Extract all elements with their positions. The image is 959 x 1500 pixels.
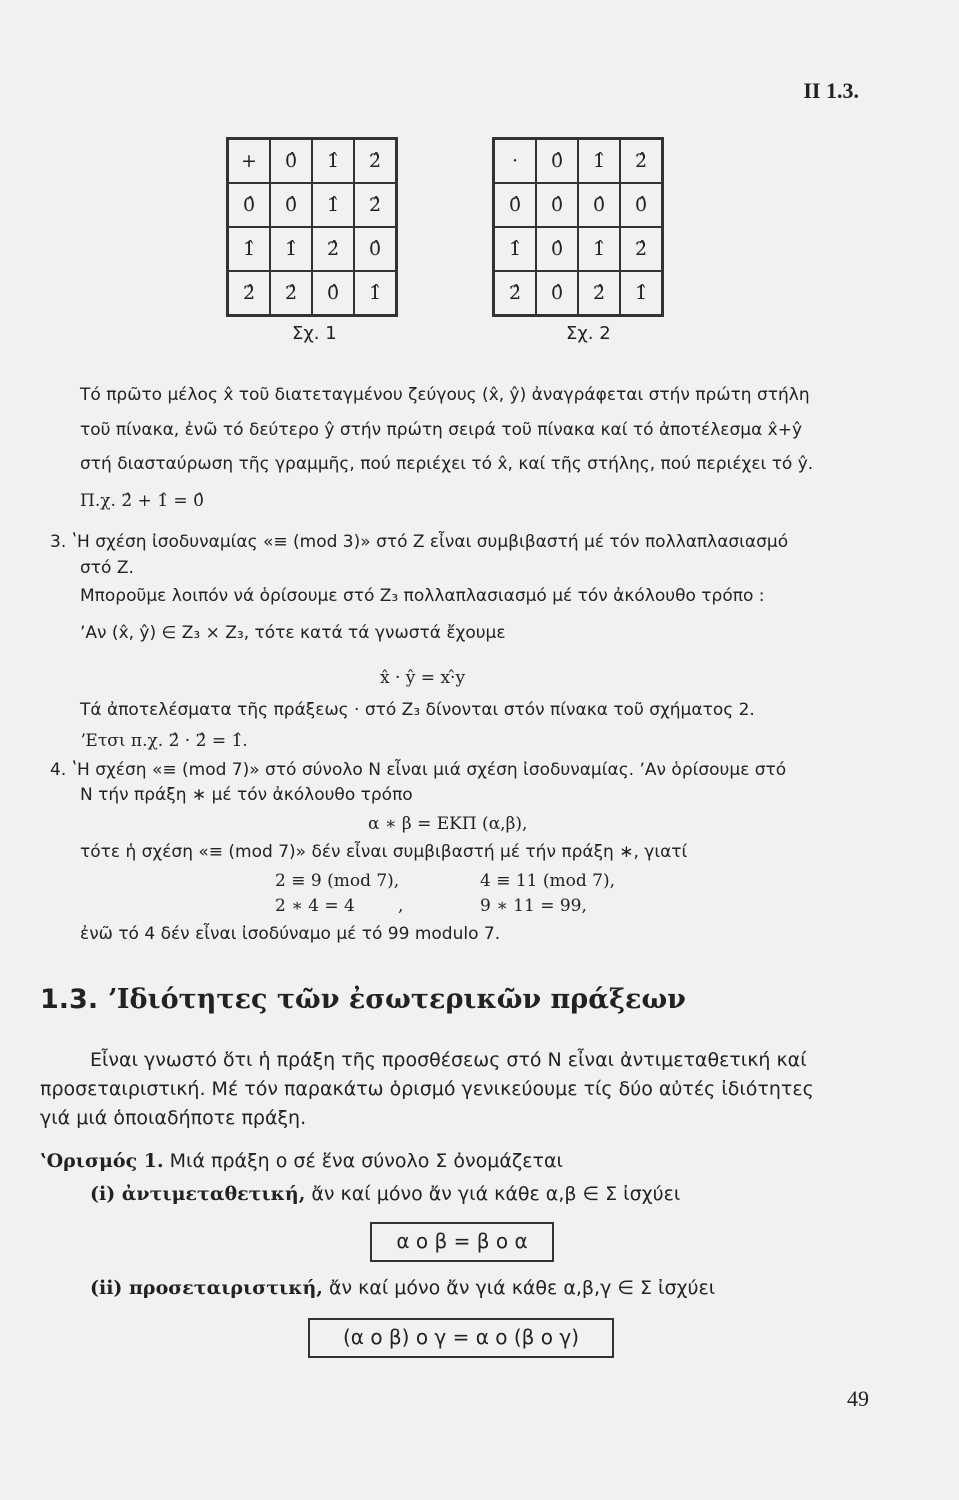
- table-cell: ·: [494, 139, 537, 184]
- example-line: Π.χ. 2̂ + 1̂ = 0̂: [80, 491, 204, 511]
- item-3-line: 3. ʽΗ σχέση ἰσοδυναμίας «≡ (mod 3)» στό Z εἶναι συμβιβαστή μέ τόν πολλαπλασιασμό: [50, 532, 789, 552]
- multiplication-table: [492, 137, 664, 317]
- table-cell: 1̂: [494, 227, 537, 271]
- intro-line: γιά μιά ὁποιαδήποτε πράξη.: [40, 1107, 307, 1129]
- item-3-line: Μποροῦμε λοιπόν νά ὁρίσουμε στό Z₃ πολλαπλασιασμό μέ τόν ἀκόλουθο τρόπο :: [80, 586, 765, 606]
- figure-caption-2: Σχ. 2: [566, 323, 611, 344]
- table-cell: 2̂: [494, 271, 537, 316]
- item-3-line: Τά ἀποτελέσματα τῆς πράξεως · στό Z₃ δίνονται στόν πίνακα τοῦ σχήματος 2.: [80, 700, 755, 720]
- definition-item-i: [90, 1182, 680, 1206]
- definition-item-text: ἄν καί μόνο ἄν γιά κάθε α,β ∈ Σ ἰσχύει: [311, 1183, 681, 1205]
- definition-item-label: (i) ἀντιμεταθετική,: [90, 1183, 306, 1205]
- table-cell: 1̂: [312, 139, 354, 184]
- table-cell: 0̂: [312, 271, 354, 316]
- table-cell: 0̂: [620, 183, 663, 227]
- congruence: 2 ≡ 9 (mod 7),: [275, 871, 400, 891]
- definition-item-label: (ii) προσεταιριστική,: [90, 1277, 323, 1299]
- separator: ,: [398, 896, 404, 916]
- table-cell: 0̂: [228, 183, 271, 227]
- table-cell: 1̂: [578, 139, 620, 184]
- item-3-line: στό Z.: [80, 558, 134, 578]
- definition-text: Μιά πράξη ο σέ ἕνα σύνολο Σ ὀνομάζεται: [169, 1150, 563, 1172]
- page-number: 49: [847, 1386, 869, 1411]
- example-line: ʼΕτσι π.χ. 2̂ · 2̂ = 1̂.: [80, 731, 248, 751]
- table-cell: 0̂: [536, 139, 578, 184]
- body-line: στή διασταύρωση τῆς γραμμῆς, πού περιέχει τό x̂, καί τῆς στήλης, πού περιέχει τό ŷ.: [80, 454, 814, 474]
- table-cell: 0̂: [578, 183, 620, 227]
- item-4-line: N τήν πράξη ∗ μέ τόν ἀκόλουθο τρόπο: [80, 785, 413, 805]
- item-4-line: ἐνῶ τό 4 δέν εἶναι ἰσοδύναμο μέ τό 99 modulo 7.: [80, 924, 501, 944]
- table-cell: 2̂: [270, 271, 312, 316]
- commutative-formula: α ο β = β ο α: [370, 1222, 554, 1262]
- body-line: Τό πρῶτο μέλος x̂ τοῦ διατεταγμένου ζεύγους (x̂, ŷ) ἀναγράφεται στήν πρώτη στήλη: [80, 385, 810, 405]
- table-cell: 0̂: [354, 227, 397, 271]
- lcm-operation: α ∗ β = ΕΚΠ (α,β),: [368, 814, 528, 834]
- table-cell: 1̂: [354, 271, 397, 316]
- item-4-line: 4. ʽΗ σχέση «≡ (mod 7)» στό σύνολο N εἶναι μιά σχέση ἰσοδυναμίας. ʼΑν ὁρίσουμε στό: [50, 760, 787, 780]
- table-cell: 2̂: [354, 183, 397, 227]
- table-cell: 2̂: [620, 139, 663, 184]
- table-cell: 0̂: [270, 139, 312, 184]
- associative-formula: (α ο β) ο γ = α ο (β ο γ): [308, 1318, 614, 1358]
- table-cell: 1̂: [228, 227, 271, 271]
- table-cell: 1̂: [270, 227, 312, 271]
- operation-result: 9 ∗ 11 = 99,: [480, 896, 587, 916]
- addition-table: [226, 137, 398, 317]
- table-cell: 1̂: [620, 271, 663, 316]
- table-cell: 2̂: [620, 227, 663, 271]
- table-cell: 0̂: [536, 271, 578, 316]
- multiplication-rule: x̂ · ŷ = x·̂y: [380, 668, 466, 688]
- figure-caption-1: Σχ. 1: [292, 323, 337, 344]
- section-heading: [40, 984, 686, 1015]
- section-reference: II 1.3.: [803, 78, 859, 103]
- definition-item-ii: [90, 1276, 715, 1300]
- table-cell: 1̂: [312, 183, 354, 227]
- section-number: 1.3.: [40, 984, 99, 1015]
- table-cell: 0̂: [494, 183, 537, 227]
- table-cell: 1̂: [578, 227, 620, 271]
- table-cell: +: [228, 139, 271, 184]
- operation-result: 2 ∗ 4 = 4: [275, 896, 355, 916]
- table-cell: 2̂: [312, 227, 354, 271]
- definition-label: ʽΟρισμός 1.: [40, 1150, 164, 1172]
- item-3-line: ʼΑν (x̂, ŷ) ∈ Z₃ × Z₃, τότε κατά τά γνωστά ἔχουμε: [80, 623, 506, 643]
- table-cell: 0̂: [536, 227, 578, 271]
- section-title: ʼΙδιότητες τῶν ἐσωτερικῶν πράξεων: [107, 984, 686, 1015]
- table-cell: 0̂: [536, 183, 578, 227]
- table-cell: 0̂: [270, 183, 312, 227]
- intro-line: Εἶναι γνωστό ὅτι ἡ πράξη τῆς προσθέσεως στό N εἶναι ἀντιμεταθετική καί: [90, 1049, 807, 1071]
- item-4-line: τότε ἡ σχέση «≡ (mod 7)» δέν εἶναι συμβιβαστή μέ τήν πράξη ∗, γιατί: [80, 842, 688, 862]
- table-cell: 2̂: [354, 139, 397, 184]
- intro-line: προσεταιριστική. Μέ τόν παρακάτω ὁρισμό γενικεύουμε τίς δύο αὐτές ἰδιότητες: [40, 1078, 814, 1100]
- definition-item-text: ἄν καί μόνο ἄν γιά κάθε α,β,γ ∈ Σ ἰσχύει: [328, 1277, 716, 1299]
- body-line: τοῦ πίνακα, ἐνῶ τό δεύτερο ŷ στήν πρώτη σειρά τοῦ πίνακα καί τό ἀποτέλεσμα x̂+ŷ: [80, 420, 803, 440]
- table-cell: 2̂: [228, 271, 271, 316]
- table-cell: 2̂: [578, 271, 620, 316]
- definition-line: [40, 1149, 563, 1173]
- congruence: 4 ≡ 11 (mod 7),: [480, 871, 616, 891]
